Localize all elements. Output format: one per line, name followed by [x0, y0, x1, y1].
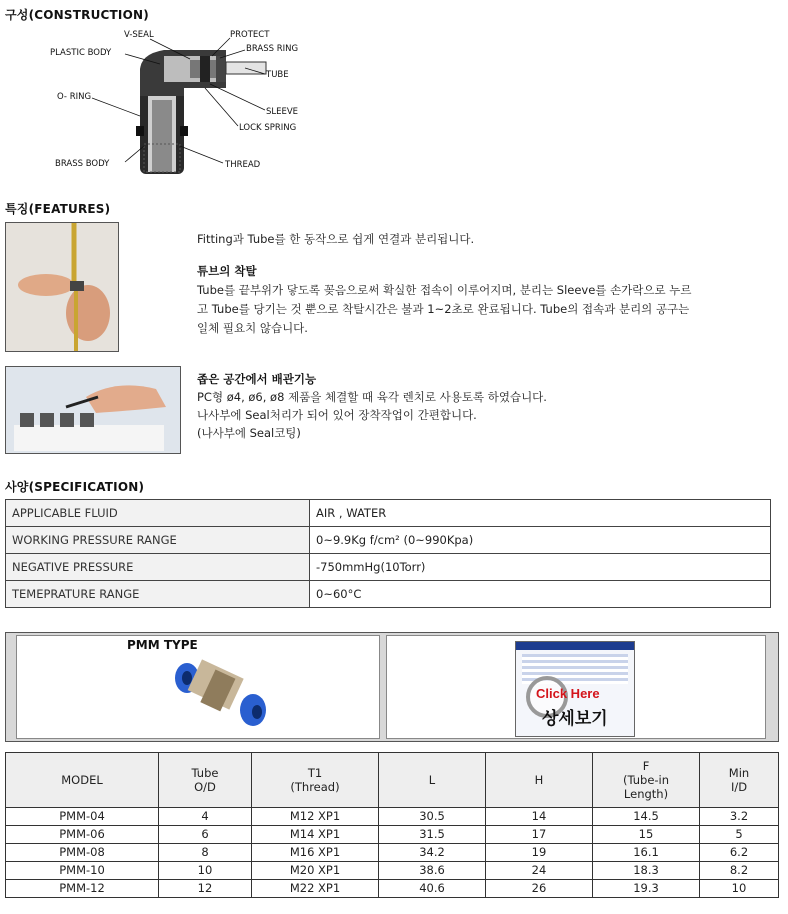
tube-insert-photo — [5, 222, 119, 352]
cell-f: 14.5 — [593, 808, 700, 826]
features-heading: 특징(FEATURES) — [5, 202, 111, 216]
cell-f: 15 — [593, 826, 700, 844]
features-text-2 — [197, 370, 777, 442]
cell-h: 24 — [486, 862, 593, 880]
cell-h: 17 — [486, 826, 593, 844]
hex-wrench-photo — [5, 366, 181, 454]
construction-heading: 구성(CONSTRUCTION) — [5, 8, 149, 22]
pmm-fitting-image — [167, 654, 277, 734]
label-sleeve: SLEEVE — [266, 107, 299, 117]
cell-model: PMM-12 — [6, 880, 159, 898]
table-row — [6, 880, 779, 898]
click-here-label: Click Here — [536, 686, 600, 701]
cell-l: 31.5 — [379, 826, 486, 844]
feature2-title: 좁은 공간에서 배관기능 — [197, 372, 317, 386]
features-text — [197, 230, 777, 338]
spec-table — [5, 499, 771, 608]
feature2-line: PC형 ø4, ø6, ø8 제품을 체결할 때 육각 렌치로 사용토록 하였습니다. — [197, 390, 547, 404]
cell-f: 18.3 — [593, 862, 700, 880]
features-intro: Fitting과 Tube를 한 동작으로 쉽게 연결과 분리됩니다. — [197, 232, 475, 246]
cell-thread: M14 XP1 — [252, 826, 379, 844]
spec-key: NEGATIVE PRESSURE — [6, 554, 310, 581]
cell-model: PMM-10 — [6, 862, 159, 880]
col-header: MODEL — [6, 753, 159, 808]
col-header: Min I/D — [700, 753, 779, 808]
col-header: H — [486, 753, 593, 808]
cell-thread: M22 XP1 — [252, 880, 379, 898]
cell-tube-od: 4 — [159, 808, 252, 826]
label-v-seal: V-SEAL — [124, 30, 154, 40]
cell-l: 30.5 — [379, 808, 486, 826]
cell-l: 40.6 — [379, 880, 486, 898]
label-brass-ring: BRASS RING — [246, 44, 299, 54]
spec-row — [6, 581, 771, 608]
table-row — [6, 826, 779, 844]
cell-f: 16.1 — [593, 844, 700, 862]
feature2-line: (나사부에 Seal코팅) — [197, 426, 301, 440]
feature2-line: 나사부에 Seal처리가 되어 있어 장착작업이 간편합니다. — [197, 408, 477, 422]
label-lock-spring: LOCK SPRING — [239, 123, 297, 133]
cell-tube-od: 6 — [159, 826, 252, 844]
product-type-label: PMM TYPE — [127, 638, 198, 652]
cell-model: PMM-08 — [6, 844, 159, 862]
cell-l: 38.6 — [379, 862, 486, 880]
cell-f: 19.3 — [593, 880, 700, 898]
product-image-cell — [16, 635, 380, 739]
cell-min-id: 3.2 — [700, 808, 779, 826]
col-header: Tube O/D — [159, 753, 252, 808]
label-plastic-body: PLASTIC BODY — [50, 48, 112, 58]
spec-value: 0~60°C — [310, 581, 771, 608]
col-header: T1 (Thread) — [252, 753, 379, 808]
cell-thread: M20 XP1 — [252, 862, 379, 880]
spec-key: APPLICABLE FLUID — [6, 500, 310, 527]
col-header: F (Tube-in Length) — [593, 753, 700, 808]
feature1-title: 튜브의 착탈 — [197, 264, 257, 278]
spec-row — [6, 527, 771, 554]
cell-h: 14 — [486, 808, 593, 826]
detail-view-label: 상세보기 — [542, 709, 608, 729]
cell-model: PMM-04 — [6, 808, 159, 826]
spec-value: 0~9.9Kg f/cm² (0~990Kpa) — [310, 527, 771, 554]
detail-link-cell — [386, 635, 766, 739]
cell-l: 34.2 — [379, 844, 486, 862]
product-type-bar — [5, 632, 779, 742]
label-o-ring: O- RING — [57, 92, 92, 102]
col-header: L — [379, 753, 486, 808]
label-protect: PROTECT — [230, 30, 270, 40]
cell-h: 19 — [486, 844, 593, 862]
construction-diagram — [40, 26, 330, 186]
cell-min-id: 5 — [700, 826, 779, 844]
detail-link[interactable] — [515, 641, 635, 737]
table-row — [6, 844, 779, 862]
cell-thread: M16 XP1 — [252, 844, 379, 862]
table-row — [6, 862, 779, 880]
cell-tube-od: 12 — [159, 880, 252, 898]
feature1-line: 일체 필요치 않습니다. — [197, 321, 308, 335]
table-row — [6, 808, 779, 826]
spec-key: TEMEPRATURE RANGE — [6, 581, 310, 608]
cell-min-id: 6.2 — [700, 844, 779, 862]
label-tube: TUBE — [266, 70, 289, 80]
cell-min-id: 8.2 — [700, 862, 779, 880]
label-thread: THREAD — [225, 160, 261, 170]
cell-tube-od: 10 — [159, 862, 252, 880]
spec-row — [6, 554, 771, 581]
feature1-line: Tube를 끝부위가 닿도록 꽂음으로써 확실한 접속이 이루어지며, 분리는 Sleeve를 손가락으로 누르 — [197, 283, 692, 297]
cell-model: PMM-06 — [6, 826, 159, 844]
specification-heading: 사양(SPECIFICATION) — [5, 480, 145, 494]
label-brass-body: BRASS BODY — [55, 159, 110, 169]
cell-h: 26 — [486, 880, 593, 898]
cell-thread: M12 XP1 — [252, 808, 379, 826]
models-header-row — [6, 753, 779, 808]
feature1-line: 고 Tube를 당기는 것 뿐으로 착탈시간은 불과 1~2초로 완료됩니다. Tube의 접속과 분리의 공구는 — [197, 302, 690, 316]
cell-min-id: 10 — [700, 880, 779, 898]
spec-row — [6, 500, 771, 527]
spec-value: -750mmHg(10Torr) — [310, 554, 771, 581]
models-table — [5, 752, 779, 898]
spec-key: WORKING PRESSURE RANGE — [6, 527, 310, 554]
spec-value: AIR , WATER — [310, 500, 771, 527]
cell-tube-od: 8 — [159, 844, 252, 862]
